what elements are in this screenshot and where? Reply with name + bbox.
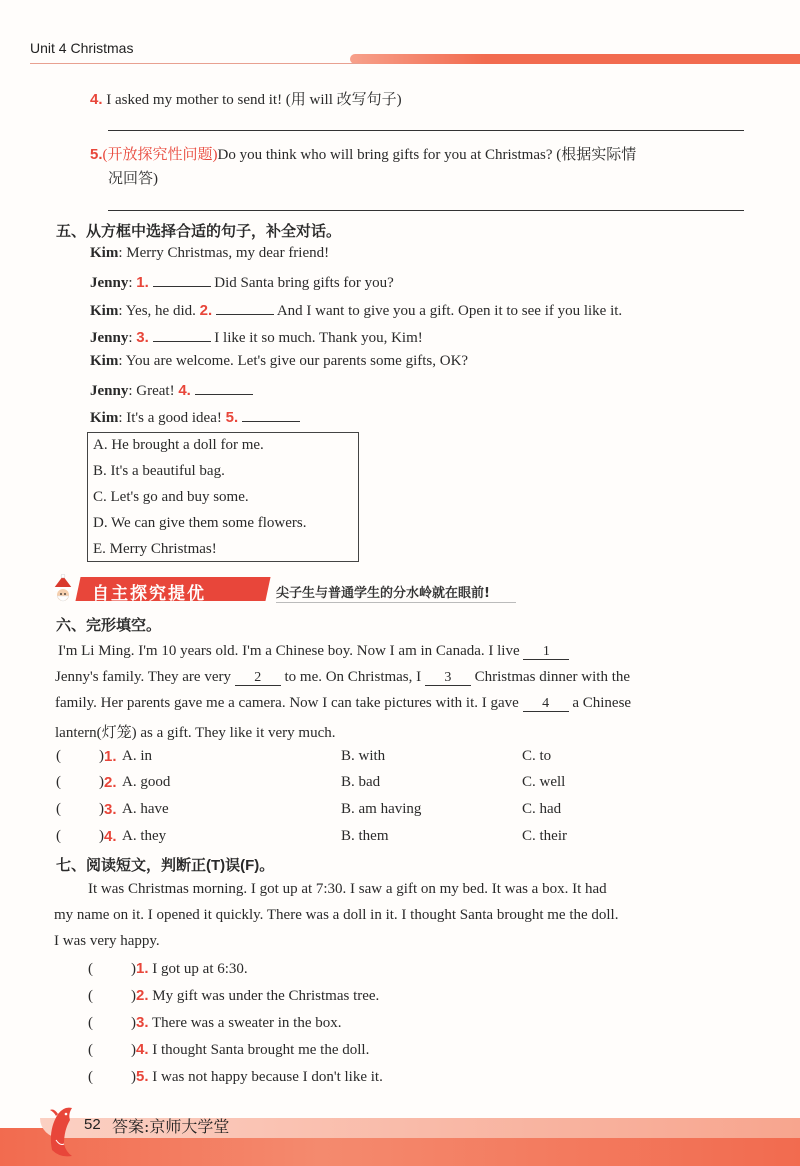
- speaker: Kim: [90, 353, 119, 369]
- banner-underline: [276, 602, 516, 603]
- banner-slogan: 尖子生与普通学生的分水岭就在眼前!: [276, 586, 490, 601]
- line-text: Yes, he did.: [125, 303, 196, 319]
- blank-number: 3.: [136, 329, 149, 346]
- open-question-tag: (开放探究性问题): [102, 147, 218, 163]
- options-box: [87, 432, 359, 562]
- tf-question-1: [88, 960, 248, 978]
- tf-question-4: [88, 1041, 369, 1059]
- answer-blank[interactable]: [216, 300, 274, 315]
- speaker: Kim: [90, 410, 119, 426]
- option-c: C. Let's go and buy some.: [93, 489, 249, 505]
- cloze-question-1: [56, 748, 696, 768]
- passage-text: Jenny's family. They are very: [55, 669, 231, 685]
- dialogue-line: Jenny: 3. I like it so much. Thank you, Kim!: [90, 329, 423, 346]
- passage-text: a Chinese: [572, 695, 632, 711]
- option-d: D. We can give them some flowers.: [93, 515, 307, 531]
- cloze-question-3: [56, 801, 696, 821]
- cloze-question-4: [56, 828, 696, 848]
- statement: My gift was under the Christmas tree.: [152, 988, 380, 1004]
- tf-question-5: [88, 1068, 383, 1086]
- cloze-blank-1[interactable]: 1: [523, 645, 569, 660]
- question-number: 2.: [136, 987, 149, 1004]
- question-number: 1.: [136, 960, 149, 977]
- section-7-title: 七、阅读短文，判断正(T)误(F)。: [56, 857, 275, 874]
- speaker: Kim: [90, 303, 119, 319]
- option-b: B. them: [341, 828, 389, 844]
- speaker: Jenny: [90, 330, 129, 346]
- answer-paren[interactable]: ( ): [88, 961, 136, 977]
- answer-paren[interactable]: ( ): [56, 828, 104, 844]
- statement: I thought Santa brought me the doll.: [152, 1042, 370, 1058]
- question-text: I asked my mother to send it! (用 will 改写句子): [106, 92, 402, 108]
- passage-line: [58, 643, 569, 660]
- answer-line: [108, 210, 744, 211]
- section-banner: [48, 574, 518, 606]
- cloze-blank-2[interactable]: 2: [235, 671, 281, 686]
- dolphin-icon: [42, 1100, 82, 1160]
- dialogue-line: Kim: You are welcome. Let's give our parents some gifts, OK?: [90, 353, 469, 369]
- blank-number: 5.: [225, 409, 239, 426]
- question-5-open: [90, 143, 636, 164]
- passage-text: family. Her parents gave me a camera. Now I can take pictures with it. I gave: [55, 695, 519, 711]
- santa-icon: [48, 574, 78, 604]
- passage-text: I'm Li Ming. I'm 10 years old. I'm a Chinese boy. Now I am in Canada. I live: [58, 643, 520, 659]
- answer-label: 答案:京师大学堂: [112, 1117, 230, 1136]
- option-c: C. to: [522, 748, 552, 764]
- question-number: 2.: [104, 774, 117, 791]
- question-number: 4.: [136, 1041, 149, 1058]
- question-text-cont: 况回答): [108, 171, 158, 187]
- statement: I was not happy because I don't like it.: [152, 1069, 383, 1085]
- line-text: Merry Christmas, my dear friend!: [126, 245, 330, 261]
- answer-paren[interactable]: ( ): [88, 988, 136, 1004]
- reading-passage-line: It was Christmas morning. I got up at 7:30. I saw a gift on my bed. It was a box. It had: [88, 881, 607, 897]
- line-text: And I want to give you a gift. Open it to see if you like it.: [276, 303, 623, 319]
- cloze-blank-4[interactable]: 4: [523, 697, 569, 712]
- dialogue-line: Kim: It's a good idea! 5.: [90, 407, 300, 427]
- answer-paren[interactable]: ( ): [88, 1042, 136, 1058]
- option-b: B. bad: [341, 774, 381, 790]
- passage-line: lantern(灯笼) as a gift. They like it very much.: [55, 725, 336, 741]
- tf-question-2: [88, 987, 379, 1005]
- cloze-question-2: [56, 774, 696, 794]
- line-text: Great!: [136, 383, 175, 399]
- reading-passage-line: I was very happy.: [54, 933, 160, 949]
- option-c: C. well: [522, 774, 566, 790]
- blank-number: 1.: [136, 274, 149, 291]
- unit-title: Unit 4 Christmas: [30, 40, 134, 56]
- blank-number: 4.: [178, 382, 191, 399]
- answer-blank[interactable]: [242, 407, 300, 422]
- option-c: C. had: [522, 801, 562, 817]
- question-number: 5.: [136, 1068, 149, 1085]
- banner-title: 自主探究提优: [92, 584, 206, 604]
- question-number: 3.: [104, 801, 117, 818]
- section-5-title: 五、从方框中选择合适的句子，补全对话。: [56, 223, 342, 240]
- line-text: You are welcome. Let's give our parents some gifts, OK?: [125, 353, 469, 369]
- option-a: A. have: [122, 801, 169, 817]
- page-number: 52: [84, 1116, 101, 1133]
- cloze-blank-3[interactable]: 3: [425, 671, 471, 686]
- answer-paren[interactable]: ( ): [56, 801, 104, 817]
- answer-paren[interactable]: ( ): [88, 1069, 136, 1085]
- question-number: 3.: [136, 1014, 149, 1031]
- statement: There was a sweater in the box.: [152, 1015, 342, 1031]
- option-a: A. good: [122, 774, 171, 790]
- option-a: A. they: [122, 828, 167, 844]
- question-number: 4.: [104, 828, 117, 845]
- line-text: I like it so much. Thank you, Kim!: [214, 330, 423, 346]
- line-text: Did Santa bring gifts for you?: [214, 275, 394, 291]
- option-c: C. their: [522, 828, 567, 844]
- answer-blank[interactable]: [153, 327, 211, 342]
- answer-line: [108, 130, 744, 131]
- option-a: A. in: [122, 748, 152, 764]
- passage-line: [55, 695, 631, 712]
- question-number: 1.: [104, 748, 117, 765]
- reading-passage-line: my name on it. I opened it quickly. There was a doll in it. I thought Santa brought me the doll.: [54, 907, 619, 923]
- blank-number: 2.: [199, 302, 213, 319]
- section-6-title: 六、完形填空。: [56, 617, 162, 634]
- answer-blank[interactable]: [195, 380, 253, 395]
- answer-blank[interactable]: [153, 272, 211, 287]
- option-b: B. am having: [341, 801, 422, 817]
- question-text: Do you think who will bring gifts for you at Christmas? (根据实际情: [217, 147, 637, 163]
- answer-paren[interactable]: ( ): [56, 774, 104, 790]
- dialogue-line: Kim: Yes, he did. 2. And I want to give you a gift. Open it to see if you like it.: [90, 302, 623, 319]
- passage-line: [55, 669, 630, 686]
- header-rule: [30, 63, 360, 64]
- passage-text: to me. On Christmas, I: [284, 669, 422, 685]
- option-a: A. He brought a doll for me.: [93, 437, 264, 453]
- speaker: Kim: [90, 245, 119, 261]
- dialogue-line: Kim: Merry Christmas, my dear friend!: [90, 245, 330, 261]
- speaker: Jenny: [90, 383, 129, 399]
- option-b: B. It's a beautiful bag.: [93, 463, 225, 479]
- question-number: 4.: [90, 91, 103, 108]
- question-number: 5.: [90, 146, 103, 163]
- statement: I got up at 6:30.: [152, 961, 248, 977]
- question-4-rewrite: [90, 88, 402, 109]
- answer-paren[interactable]: ( ): [88, 1015, 136, 1031]
- header-stripe: [350, 54, 800, 64]
- option-b: B. with: [341, 748, 386, 764]
- tf-question-3: [88, 1014, 342, 1032]
- speaker: Jenny: [90, 275, 129, 291]
- dialogue-line: Jenny: Great! 4.: [90, 380, 253, 400]
- line-text: It's a good idea!: [126, 410, 222, 426]
- dialogue-line: Jenny: 1. Did Santa bring gifts for you?: [90, 274, 394, 291]
- passage-text: Christmas dinner with the: [474, 669, 631, 685]
- answer-paren[interactable]: ( ): [56, 748, 104, 764]
- option-e: E. Merry Christmas!: [93, 541, 217, 557]
